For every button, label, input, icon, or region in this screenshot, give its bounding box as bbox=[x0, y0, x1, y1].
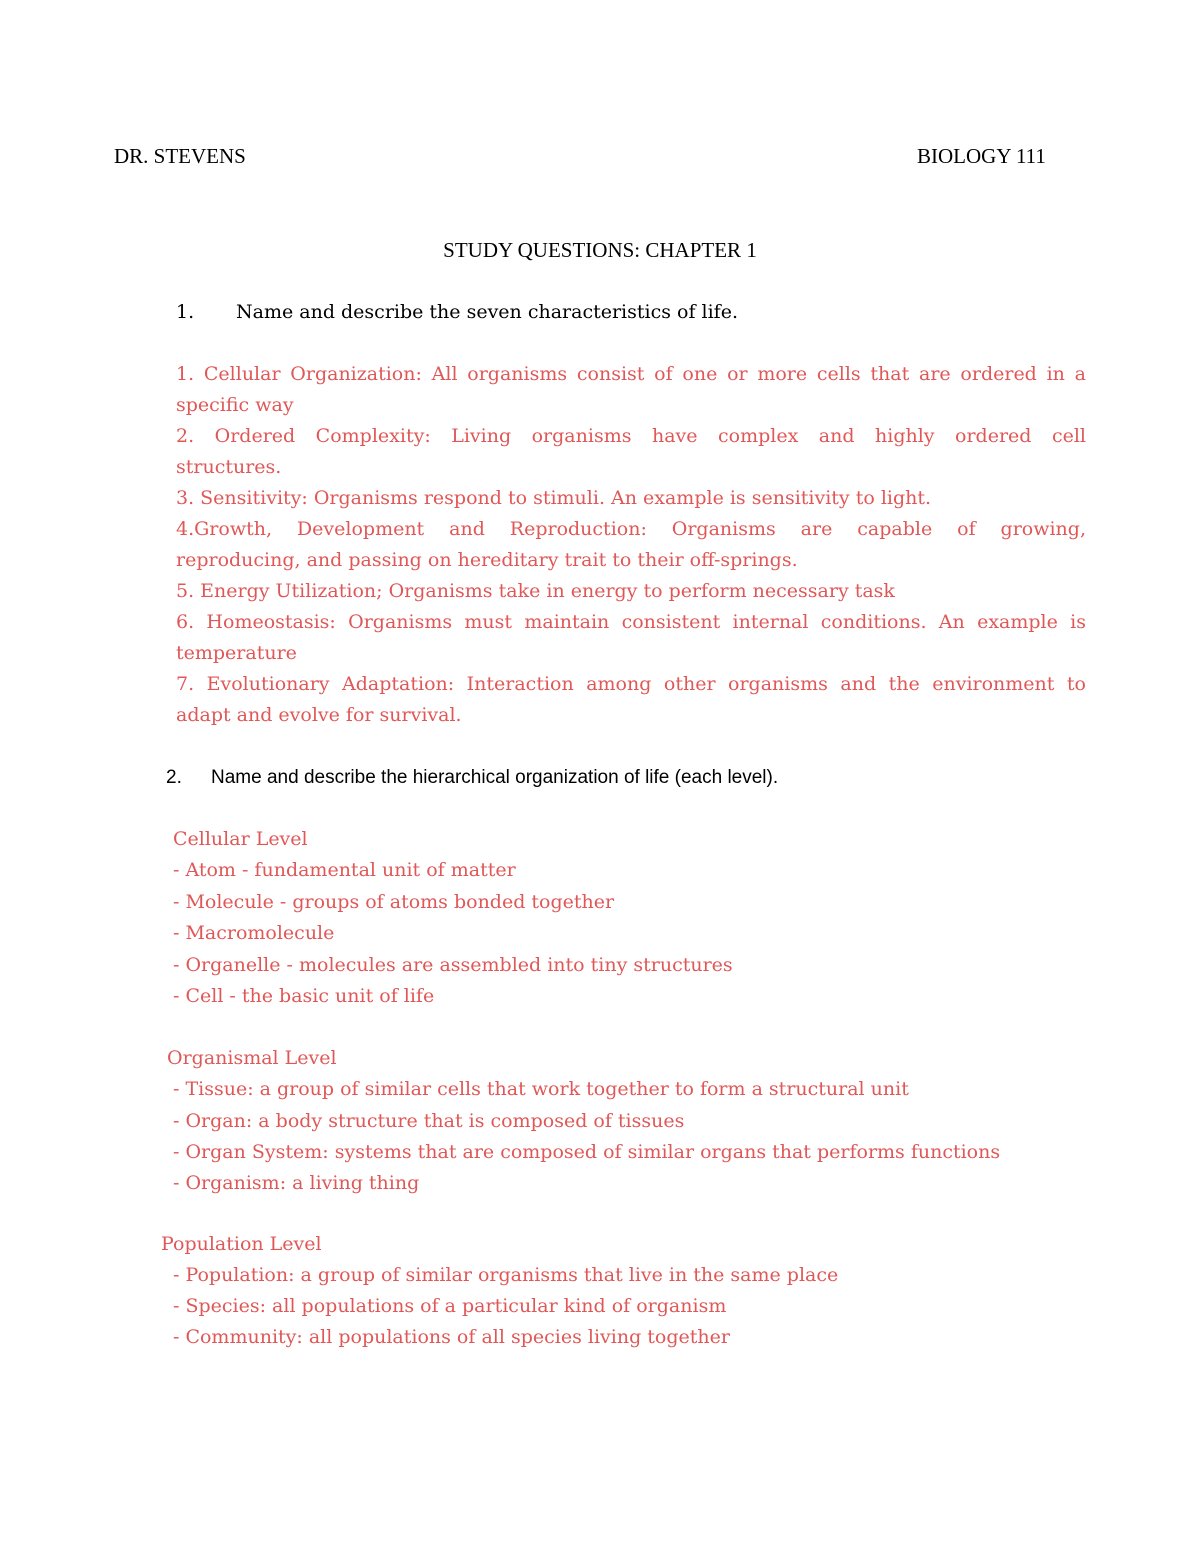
list-item: - Organelle - molecules are assembled into tiny structures bbox=[173, 954, 733, 976]
question-1-number: 1. bbox=[176, 301, 195, 323]
question-2-number: 2. bbox=[166, 767, 182, 788]
list-item: - Macromolecule bbox=[173, 922, 335, 944]
answer-line: specific way bbox=[176, 394, 294, 416]
answer-line: 1. Cellular Organization: All organisms consist of one or more cells that are ordered in a bbox=[176, 363, 1086, 385]
population-level-heading: Population Level bbox=[161, 1233, 322, 1255]
list-item: - Community: all populations of all species living together bbox=[173, 1326, 730, 1348]
answer-line: temperature bbox=[176, 642, 297, 664]
answer-line: adapt and evolve for survival. bbox=[176, 704, 462, 726]
list-item: - Cell - the basic unit of life bbox=[173, 985, 435, 1007]
list-item: - Atom - fundamental unit of matter bbox=[173, 859, 516, 881]
list-item: - Population: a group of similar organisms that live in the same place bbox=[173, 1264, 839, 1286]
answer-line: 5. Energy Utilization; Organisms take in energy to perform necessary task bbox=[176, 580, 895, 602]
answer-line: 7. Evolutionary Adaptation: Interaction among other organisms and the environment to bbox=[176, 673, 1086, 695]
page-title: STUDY QUESTIONS: CHAPTER 1 bbox=[443, 238, 757, 262]
question-2-text: Name and describe the hierarchical organization of life (each level). bbox=[211, 767, 779, 788]
list-item: - Tissue: a group of similar cells that work together to form a structural unit bbox=[173, 1078, 909, 1100]
answer-line: 2. Ordered Complexity: Living organisms have complex and highly ordered cell bbox=[176, 425, 1086, 447]
organismal-level-heading: Organismal Level bbox=[167, 1047, 337, 1069]
list-item: - Organ: a body structure that is composed of tissues bbox=[173, 1110, 685, 1132]
answer-line: reproducing, and passing on hereditary trait to their off-springs. bbox=[176, 549, 798, 571]
answer-line: 3. Sensitivity: Organisms respond to stimuli. An example is sensitivity to light. bbox=[176, 487, 932, 509]
question-1-text: Name and describe the seven characteristics of life. bbox=[236, 301, 738, 323]
list-item: - Species: all populations of a particular kind of organism bbox=[173, 1295, 727, 1317]
answer-line: 4.Growth, Development and Reproduction: Organisms are capable of growing, bbox=[176, 518, 1086, 540]
list-item: - Molecule - groups of atoms bonded together bbox=[173, 891, 615, 913]
answer-line: structures. bbox=[176, 456, 282, 478]
instructor-name: DR. STEVENS bbox=[114, 144, 246, 168]
list-item: - Organism: a living thing bbox=[173, 1172, 420, 1194]
course-name: BIOLOGY 111 bbox=[917, 144, 1046, 168]
list-item: - Organ System: systems that are composed of similar organs that performs functions bbox=[173, 1141, 1001, 1163]
cellular-level-heading: Cellular Level bbox=[173, 828, 308, 850]
answer-line: 6. Homeostasis: Organisms must maintain consistent internal conditions. An example is bbox=[176, 611, 1086, 633]
